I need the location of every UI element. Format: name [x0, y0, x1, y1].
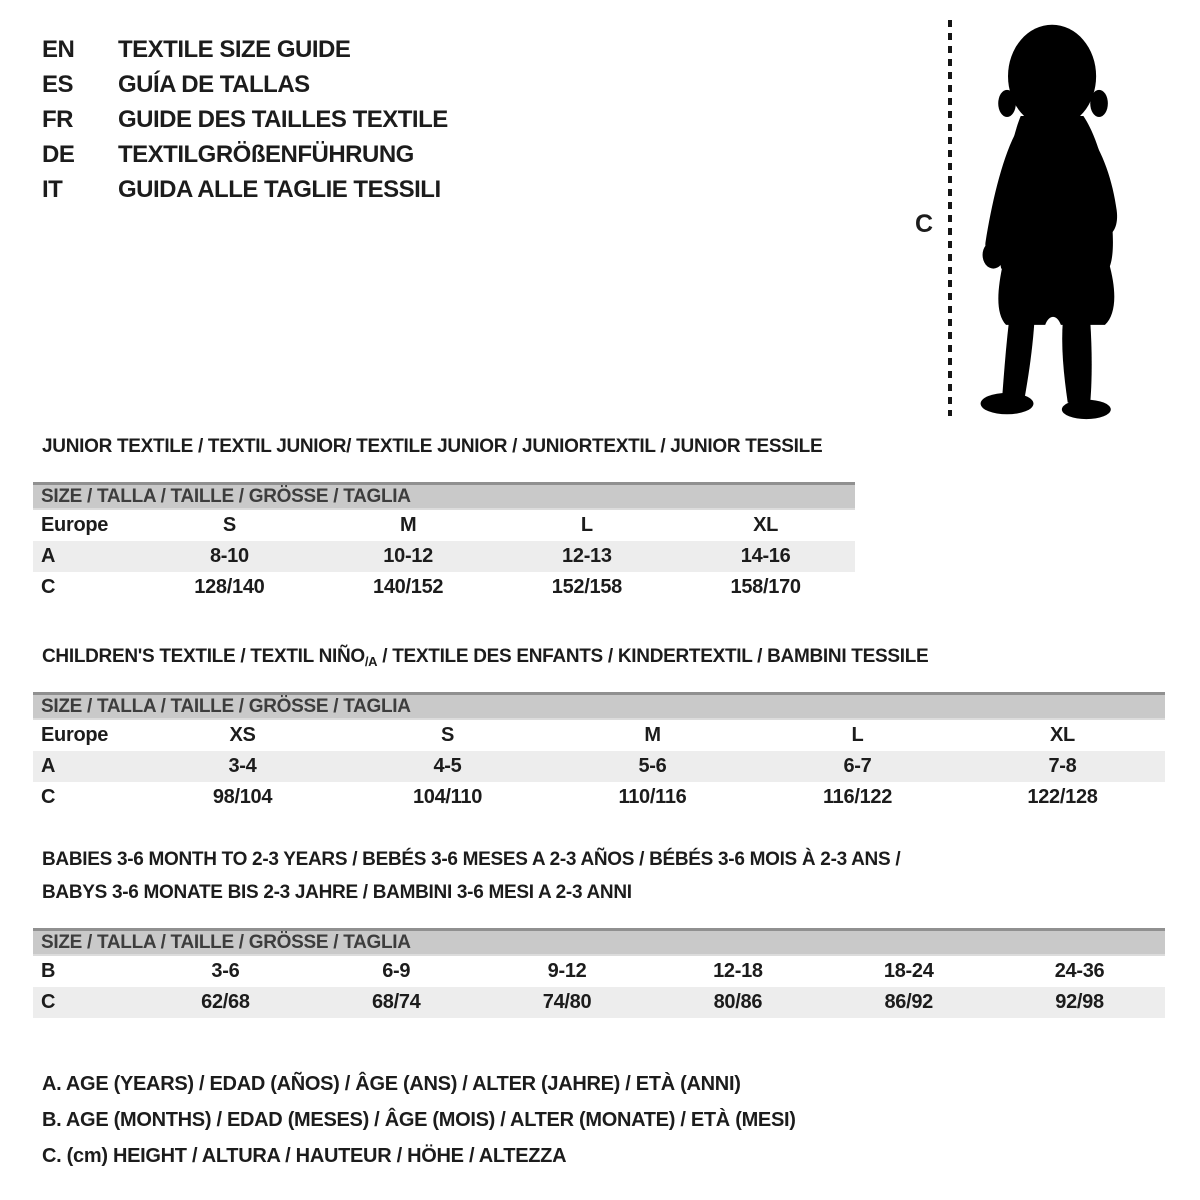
table-row-europe — [33, 720, 1165, 751]
language-row — [42, 137, 448, 172]
months-cell: 3-6 — [211, 960, 240, 982]
size-cell: XL — [753, 514, 779, 536]
legend-line-c: C. (cm) HEIGHT / ALTURA / HAUTEUR / HÖHE / ALTEZZA — [42, 1145, 567, 1167]
height-cell: 92/98 — [1055, 991, 1104, 1013]
language-code: FR — [42, 105, 73, 133]
height-cell: 74/80 — [542, 991, 592, 1013]
children-section-heading — [42, 646, 928, 669]
months-cell: 18-24 — [883, 960, 934, 982]
legend-line-b: B. AGE (MONTHS) / EDAD (MESES) / ÂGE (MOIS) / ALTER (MONATE) / ETÀ (MESI) — [42, 1109, 796, 1131]
guide-title: GUIDE DES TAILLES TEXTILE — [118, 105, 448, 133]
language-title-list — [42, 32, 448, 207]
babies-heading-line2: BABYS 3-6 MONATE BIS 2-3 JAHRE / BAMBINI 3-6 MESI A 2-3 ANNI — [42, 882, 632, 903]
children-heading-post: / TEXTILE DES ENFANTS / KINDERTEXTIL / BAMBINI TESSILE — [377, 646, 929, 667]
children-heading-sub: /A — [364, 654, 378, 669]
months-cell: 9-12 — [547, 960, 587, 982]
size-header-bar — [33, 482, 855, 510]
age-cell: 5-6 — [638, 755, 667, 777]
row-label: C — [41, 576, 56, 598]
row-label: Europe — [41, 514, 109, 536]
size-cell: M — [644, 724, 661, 746]
height-cell: 80/86 — [713, 991, 763, 1013]
size-cell: S — [440, 724, 455, 746]
guide-title: TEXTILE SIZE GUIDE — [118, 35, 351, 63]
junior-size-table — [33, 482, 855, 603]
language-row — [42, 102, 448, 137]
language-code: IT — [42, 175, 63, 203]
size-header-bar — [33, 692, 1165, 720]
guide-title: GUIDA ALLE TAGLIE TESSILI — [118, 175, 441, 203]
guide-title: TEXTILGRÖßENFÜHRUNG — [118, 140, 414, 168]
legend-line-a: A. AGE (YEARS) / EDAD (AÑOS) / ÂGE (ANS) / ALTER (JAHRE) / ETÀ (ANNI) — [42, 1073, 741, 1095]
height-cell: 86/92 — [884, 991, 933, 1013]
junior-section-heading: JUNIOR TEXTILE / TEXTIL JUNIOR/ TEXTILE JUNIOR / JUNIORTEXTIL / JUNIOR TESSILE — [42, 436, 823, 457]
months-cell: 12-18 — [713, 960, 763, 982]
size-header-label: SIZE / TALLA / TAILLE / GRÖSSE / TAGLIA — [41, 931, 411, 953]
measure-legend — [42, 1066, 796, 1174]
age-cell: 3-4 — [228, 755, 257, 777]
size-header-label: SIZE / TALLA / TAILLE / GRÖSSE / TAGLIA — [41, 485, 411, 507]
height-cell: 152/158 — [551, 576, 622, 598]
row-label: C — [41, 991, 56, 1013]
language-code: ES — [42, 70, 74, 98]
row-label: Europe — [41, 724, 109, 746]
size-cell: L — [580, 514, 593, 536]
size-cell: M — [399, 514, 417, 536]
height-cell: 140/152 — [373, 576, 444, 598]
height-cell: 122/128 — [1027, 786, 1098, 808]
age-cell: 8-10 — [209, 545, 249, 567]
row-label: A — [41, 545, 56, 567]
table-row-europe — [33, 510, 855, 541]
age-cell: 12-13 — [562, 545, 612, 567]
age-cell: 10-12 — [383, 545, 433, 567]
height-cell: 104/110 — [412, 786, 483, 808]
months-cell: 24-36 — [1054, 960, 1105, 982]
months-cell: 6-9 — [382, 960, 411, 982]
table-row-age — [33, 541, 855, 572]
age-cell: 6-7 — [843, 755, 872, 777]
toddler-silhouette-icon — [962, 16, 1148, 424]
height-cell: 68/74 — [371, 991, 421, 1013]
size-header-bar — [33, 928, 1165, 956]
size-cell: XS — [229, 724, 256, 746]
row-label: C — [41, 786, 56, 808]
table-row-height — [33, 782, 1165, 813]
table-row-height — [33, 987, 1165, 1018]
children-heading-pre: CHILDREN'S TEXTILE / TEXTIL NIÑO — [42, 646, 365, 667]
table-row-months — [33, 956, 1165, 987]
row-label: A — [41, 755, 56, 777]
babies-heading-line1: BABIES 3-6 MONTH TO 2-3 YEARS / BEBÉS 3-6 MESES A 2-3 AÑOS / BÉBÉS 3-6 MOIS À 2-3 ANS / — [42, 849, 901, 870]
height-cell: 110/116 — [618, 786, 687, 808]
size-cell: S — [222, 514, 236, 536]
children-size-table — [33, 692, 1165, 813]
babies-section-heading — [42, 843, 900, 909]
language-row — [42, 67, 448, 102]
table-row-age — [33, 751, 1165, 782]
height-cell: 158/170 — [730, 576, 801, 598]
language-row — [42, 32, 448, 67]
height-cell: 98/104 — [212, 786, 273, 808]
guide-title: GUÍA DE TALLAS — [118, 70, 310, 98]
size-cell: L — [851, 724, 864, 746]
size-header-label: SIZE / TALLA / TAILLE / GRÖSSE / TAGLIA — [41, 695, 411, 717]
table-row-height — [33, 572, 855, 603]
language-code: DE — [42, 140, 75, 168]
height-dashed-line — [948, 20, 952, 416]
size-cell: XL — [1050, 724, 1075, 746]
language-row — [42, 172, 448, 207]
row-label: B — [41, 960, 56, 982]
age-cell: 7-8 — [1048, 755, 1077, 777]
babies-size-table — [33, 928, 1165, 1018]
height-cell: 128/140 — [194, 576, 265, 598]
language-code: EN — [42, 35, 75, 63]
height-cell: 62/68 — [201, 991, 250, 1013]
age-cell: 4-5 — [433, 755, 462, 777]
height-cell: 116/122 — [822, 786, 893, 808]
age-cell: 14-16 — [740, 545, 791, 567]
height-measure-label: C — [915, 210, 934, 238]
